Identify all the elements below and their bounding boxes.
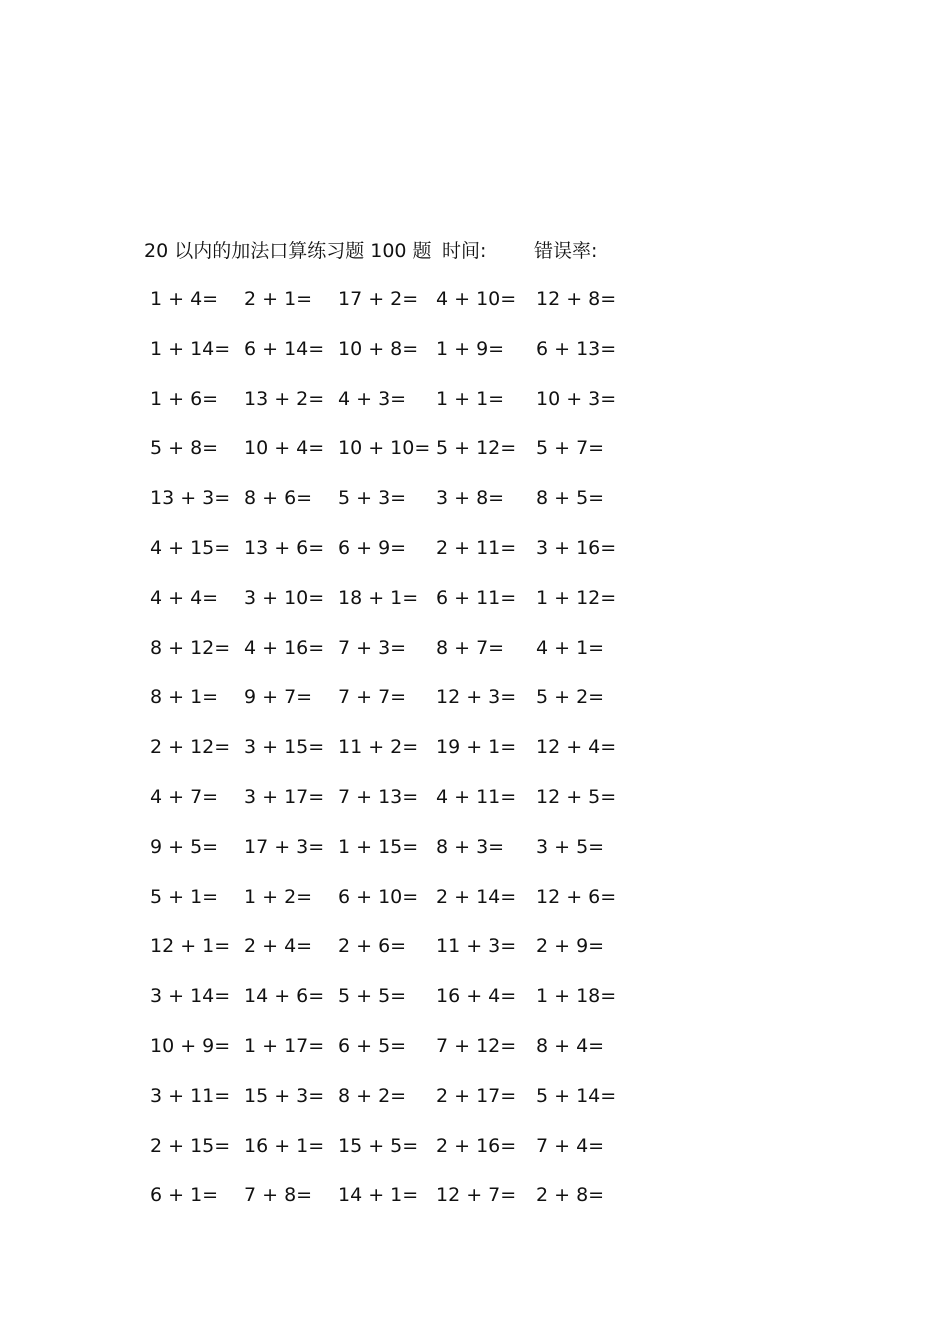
addition-problem: 5 + 14= [536,1084,617,1107]
addition-problem: 5 + 7= [536,437,605,460]
addition-problem: 12 + 5= [536,786,617,808]
addition-problem: 4 + 10= [436,288,517,310]
addition-problem: 16 + 4= [436,985,517,1008]
problem-row [0,633,950,663]
addition-problem: 12 + 1= [150,935,231,958]
addition-problem: 4 + 11= [436,786,517,808]
time-label: 时间: [442,240,487,262]
addition-problem: 2 + 11= [436,537,517,559]
addition-problem: 5 + 3= [338,487,407,510]
addition-problem: 2 + 17= [436,1084,517,1107]
addition-problem: 13 + 6= [244,537,325,559]
addition-problem: 3 + 5= [536,835,605,858]
addition-problem: 6 + 14= [244,337,325,360]
addition-problem: 4 + 16= [244,636,325,659]
addition-problem: 5 + 5= [338,985,407,1008]
problem-row [0,931,950,961]
addition-problem: 1 + 2= [244,885,313,908]
addition-problem: 1 + 17= [244,1035,325,1057]
addition-problem: 2 + 16= [436,1134,517,1157]
addition-problem: 16 + 1= [244,1134,325,1157]
problem-row [0,1131,950,1161]
addition-problem: 9 + 5= [150,835,219,858]
addition-problem: 3 + 14= [150,985,231,1008]
addition-problem: 11 + 3= [436,935,517,958]
problem-row [0,583,950,613]
addition-problem: 6 + 1= [150,1184,219,1207]
addition-problem: 2 + 12= [150,736,231,759]
addition-problem: 3 + 10= [244,586,325,609]
addition-problem: 8 + 7= [436,636,505,659]
addition-problem: 2 + 9= [536,935,605,958]
addition-problem: 18 + 1= [338,586,419,609]
addition-problem: 1 + 18= [536,985,617,1008]
addition-problem: 14 + 1= [338,1184,419,1207]
addition-problem: 17 + 3= [244,835,325,858]
addition-problem: 2 + 14= [436,885,517,908]
addition-problem: 2 + 1= [244,288,313,310]
problem-row [0,832,950,862]
addition-problem: 5 + 1= [150,885,219,908]
addition-problem: 1 + 6= [150,387,219,410]
addition-problem: 1 + 14= [150,337,231,360]
problem-row [0,1180,950,1210]
error-rate-label: 错误率: [534,240,598,262]
problem-row [0,981,950,1011]
problem-row [0,882,950,912]
addition-problem: 13 + 2= [244,387,325,410]
addition-problem: 17 + 2= [338,288,419,310]
addition-problem: 8 + 6= [244,487,313,510]
addition-problem: 5 + 2= [536,686,605,709]
addition-problem: 7 + 13= [338,786,419,808]
problem-row [0,433,950,463]
addition-problem: 1 + 15= [338,835,419,858]
addition-problem: 6 + 13= [536,337,617,360]
addition-problem: 5 + 12= [436,437,517,460]
addition-problem: 4 + 4= [150,586,219,609]
problem-row [0,1081,950,1111]
addition-problem: 5 + 8= [150,437,219,460]
addition-problem: 4 + 1= [536,636,605,659]
addition-problem: 12 + 8= [536,288,617,310]
addition-problem: 8 + 2= [338,1084,407,1107]
addition-problem: 6 + 9= [338,537,407,559]
addition-problem: 10 + 3= [536,387,617,410]
addition-problem: 4 + 7= [150,786,219,808]
problem-row [0,782,950,812]
addition-problem: 12 + 4= [536,736,617,759]
addition-problem: 12 + 6= [536,885,617,908]
problem-row [0,1031,950,1061]
addition-problem: 3 + 17= [244,786,325,808]
problem-row [0,483,950,513]
addition-problem: 8 + 12= [150,636,231,659]
addition-problem: 6 + 5= [338,1035,407,1057]
problem-row [0,533,950,563]
problem-row [0,682,950,712]
addition-problem: 3 + 11= [150,1084,231,1107]
addition-problem: 10 + 10= [338,437,431,460]
addition-problem: 1 + 9= [436,337,505,360]
addition-problem: 8 + 4= [536,1035,605,1057]
addition-problem: 1 + 4= [150,288,219,310]
addition-problem: 7 + 12= [436,1035,517,1057]
addition-problem: 6 + 10= [338,885,419,908]
addition-problem: 7 + 3= [338,636,407,659]
addition-problem: 4 + 15= [150,537,231,559]
addition-problem: 3 + 16= [536,537,617,559]
addition-problem: 8 + 5= [536,487,605,510]
addition-problem: 12 + 3= [436,686,517,709]
addition-problem: 9 + 7= [244,686,313,709]
addition-problem: 10 + 4= [244,437,325,460]
problem-row [0,732,950,762]
problem-row [0,334,950,364]
addition-problem: 7 + 8= [244,1184,313,1207]
addition-problem: 1 + 12= [536,586,617,609]
addition-problem: 11 + 2= [338,736,419,759]
addition-problem: 7 + 4= [536,1134,605,1157]
addition-problem: 8 + 1= [150,686,219,709]
problem-row [0,384,950,414]
addition-problem: 2 + 15= [150,1134,231,1157]
addition-problem: 6 + 11= [436,586,517,609]
addition-problem: 12 + 7= [436,1184,517,1207]
addition-problem: 3 + 15= [244,736,325,759]
problem-row [0,284,950,314]
addition-problem: 1 + 1= [436,387,505,410]
addition-problem: 2 + 6= [338,935,407,958]
addition-problem: 8 + 3= [436,835,505,858]
addition-problem: 10 + 8= [338,337,419,360]
addition-problem: 19 + 1= [436,736,517,759]
worksheet-title: 20 以内的加法口算练习题 100 题 [144,240,432,262]
addition-problem: 2 + 4= [244,935,313,958]
addition-problem: 10 + 9= [150,1035,231,1057]
addition-problem: 4 + 3= [338,387,407,410]
addition-problem: 7 + 7= [338,686,407,709]
addition-problem: 2 + 8= [536,1184,605,1207]
addition-problem: 15 + 5= [338,1134,419,1157]
addition-problem: 13 + 3= [150,487,231,510]
addition-problem: 15 + 3= [244,1084,325,1107]
addition-problem: 3 + 8= [436,487,505,510]
addition-problem: 14 + 6= [244,985,325,1008]
